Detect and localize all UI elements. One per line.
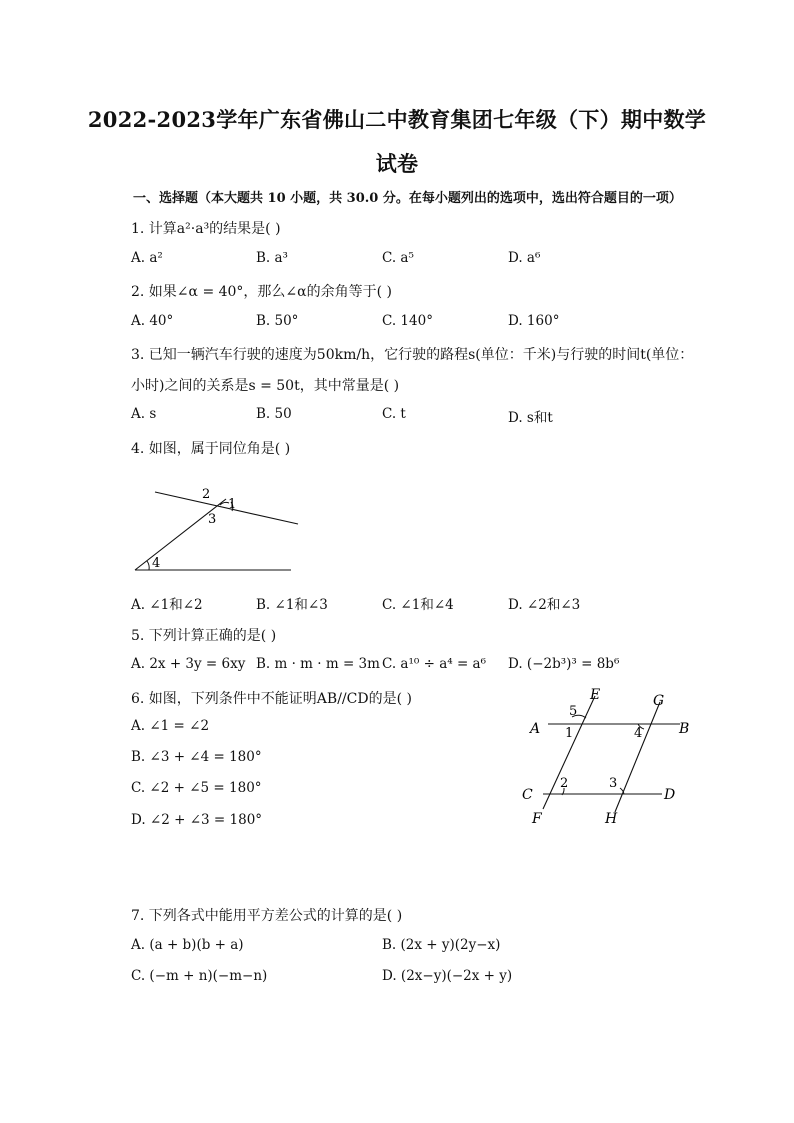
question-4-option-a: A. ∠1和∠2 xyxy=(131,597,203,613)
question-6-option-a: A. ∠1 = ∠2 xyxy=(131,718,210,734)
angle-label-4: 4 xyxy=(634,726,643,741)
point-label-h: H xyxy=(605,811,618,827)
question-3-option-b: B. 50 xyxy=(256,406,292,422)
question-3-stem-line-2: 小时)之间的关系是s = 50t，其中常量是( ) xyxy=(131,378,400,394)
question-6-option-b: B. ∠3 + ∠4 = 180° xyxy=(131,749,262,765)
question-7-option-a: A. (a + b)(b + a) xyxy=(131,937,244,953)
point-label-e: E xyxy=(590,687,601,703)
question-1-stem: 1. 计算a²·a³的结果是( ) xyxy=(131,221,281,237)
question-1-option-b: B. a³ xyxy=(256,250,288,266)
question-2-option-c: C. 140° xyxy=(382,313,433,329)
question-4-option-b: B. ∠1和∠3 xyxy=(256,597,328,613)
question-6-figure xyxy=(520,684,700,828)
angle-label-1: 1 xyxy=(228,497,237,512)
question-7-option-b: B. (2x + y)(2y−x) xyxy=(382,937,501,953)
question-5-option-a: A. 2x + 3y = 6xy xyxy=(131,656,246,672)
question-3-option-a: A. s xyxy=(131,406,157,422)
point-label-a: A xyxy=(530,721,541,737)
question-7-option-c: C. (−m + n)(−m−n) xyxy=(131,968,268,984)
question-1-option-a: A. a² xyxy=(131,250,163,266)
question-6-stem: 6. 如图，下列条件中不能证明AB//CD的是( ) xyxy=(131,691,412,707)
angle-label-3: 3 xyxy=(208,512,217,527)
question-5-option-d: D. (−2b³)³ = 8b⁶ xyxy=(508,656,620,672)
question-2-option-b: B. 50° xyxy=(256,313,299,329)
point-label-c: C xyxy=(522,787,533,803)
question-2-option-d: D. 160° xyxy=(508,313,560,329)
question-5-option-b: B. m · m · m = 3m xyxy=(256,656,380,672)
line-gh xyxy=(615,702,660,812)
question-3-stem-line-1: 3. 已知一辆汽车行驶的速度为50km/h，它行驶的路程s(单位：千米)与行驶的时间t(单位： xyxy=(131,347,694,363)
section-heading: 一、选择题（本大题共 10 小题，共 30.0 分。在每小题列出的选项中，选出符合题目的一项） xyxy=(133,191,682,206)
question-3-option-c: C. t xyxy=(382,406,406,422)
question-7-stem: 7. 下列各式中能用平方差公式的计算的是( ) xyxy=(131,908,403,924)
question-4-option-d: D. ∠2和∠3 xyxy=(508,597,581,613)
angle-label-1: 1 xyxy=(565,726,574,741)
angle-3-arc xyxy=(620,788,624,794)
angle-4-arc xyxy=(147,561,149,570)
angle-label-2: 2 xyxy=(202,487,211,502)
page-title-continued: 试卷 xyxy=(375,151,419,176)
question-3-option-d: D. s和t xyxy=(508,410,553,426)
angle-label-5: 5 xyxy=(569,704,578,719)
point-label-g: G xyxy=(653,693,665,709)
question-6-option-c: C. ∠2 + ∠5 = 180° xyxy=(131,780,262,796)
angle-label-3: 3 xyxy=(609,776,618,791)
page-title: 2022-2023学年广东省佛山二中教育集团七年级（下）期中数学 xyxy=(87,107,707,132)
point-label-f: F xyxy=(532,811,542,827)
question-5-option-c: C. a¹⁰ ÷ a⁴ = a⁶ xyxy=(382,656,487,672)
question-7-option-d: D. (2x−y)(−2x + y) xyxy=(382,968,513,984)
question-2-option-a: A. 40° xyxy=(131,313,174,329)
question-6-option-d: D. ∠2 + ∠3 = 180° xyxy=(131,812,263,828)
question-1-option-d: D. a⁶ xyxy=(508,250,541,266)
point-label-b: B xyxy=(679,721,690,737)
question-5-stem: 5. 下列计算正确的是( ) xyxy=(131,628,277,644)
slanted-line xyxy=(135,499,226,570)
angle-label-4: 4 xyxy=(152,556,161,571)
question-4-stem: 4. 如图，属于同位角是( ) xyxy=(131,441,291,457)
question-4-figure xyxy=(125,478,310,578)
point-label-d: D xyxy=(664,787,676,803)
question-1-option-c: C. a⁵ xyxy=(382,250,414,266)
transversal-line-upper xyxy=(155,492,298,524)
question-2-stem: 2. 如果∠α = 40°，那么∠α的余角等于( ) xyxy=(131,284,392,300)
question-4-option-c: C. ∠1和∠4 xyxy=(382,597,454,613)
angle-label-2: 2 xyxy=(560,776,569,791)
